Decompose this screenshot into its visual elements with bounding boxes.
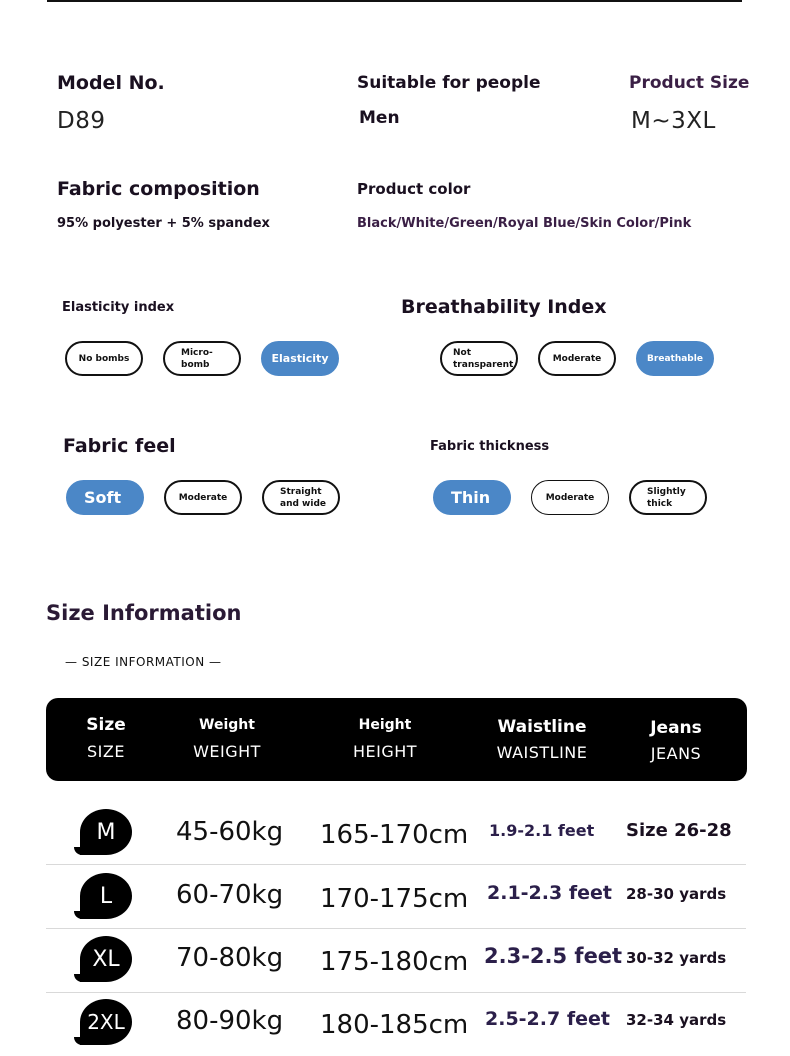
breathability-title: Breathability Index: [401, 296, 607, 318]
header-jeans-bottom: JEANS: [650, 744, 702, 763]
people-label: Suitable for people: [357, 73, 541, 93]
size-label: Product Size: [629, 73, 750, 93]
color-label: Product color: [357, 180, 471, 198]
jeans-cell: 32-34 yards: [626, 1011, 727, 1029]
height-cell: 180-185cm: [320, 1010, 469, 1040]
weight-cell: 45-60kg: [176, 817, 284, 847]
elasticity-option-elasticity: Elasticity: [261, 341, 339, 376]
jeans-cell: Size 26-28: [626, 820, 732, 841]
size-table-header: [46, 698, 747, 781]
header-size: [66, 715, 146, 761]
jeans-cell: 28-30 yards: [626, 885, 727, 903]
table-row: [46, 865, 746, 929]
thickness-option-moderate: Moderate: [531, 480, 609, 515]
size-badge: L: [80, 873, 132, 919]
thickness-title: Fabric thickness: [430, 439, 550, 454]
feel-option-soft: Soft: [66, 480, 144, 515]
model-value: D89: [57, 108, 106, 134]
fabric-value: 95% polyester + 5% spandex: [57, 216, 270, 231]
size-info-subtitle: — SIZE INFORMATION —: [65, 655, 222, 669]
elasticity-option-micro-bomb: Micro- bomb: [163, 341, 241, 376]
height-cell: 170-175cm: [320, 884, 469, 914]
size-value: M~3XL: [631, 108, 716, 134]
header-size-bottom: SIZE: [87, 742, 125, 761]
weight-cell: 80-90kg: [176, 1006, 284, 1036]
header-height: [340, 717, 430, 761]
waist-cell: 1.9-2.1 feet: [489, 821, 595, 840]
header-height-bottom: HEIGHT: [352, 742, 418, 761]
color-value: Black/White/Green/Royal Blue/Skin Color/Pink: [357, 216, 692, 231]
table-row: [46, 929, 746, 993]
table-row: [46, 801, 746, 865]
model-label: Model No.: [57, 72, 165, 94]
waist-cell: 2.1-2.3 feet: [487, 882, 612, 904]
thickness-option-thin: Thin: [433, 480, 511, 515]
header-jeans-top: Jeans: [650, 718, 702, 738]
weight-cell: 60-70kg: [176, 880, 284, 910]
feel-option-straight-wide: Straight and wide: [262, 480, 340, 515]
header-weight-top: Weight: [199, 717, 255, 733]
jeans-cell: 30-32 yards: [626, 949, 727, 967]
top-divider: [47, 0, 742, 2]
size-badge: XL: [80, 936, 132, 982]
feel-option-moderate: Moderate: [164, 480, 242, 515]
elasticity-option-no-bombs: No bombs: [65, 341, 143, 376]
header-waistline-bottom: WAISTLINE: [496, 743, 588, 762]
thickness-option-slightly-thick: Slightly thick: [629, 480, 707, 515]
people-value: Men: [359, 108, 400, 128]
size-info-title: Size Information: [46, 601, 242, 625]
height-cell: 175-180cm: [320, 947, 469, 977]
waist-cell: 2.3-2.5 feet: [484, 944, 623, 968]
size-badge: 2XL: [80, 999, 132, 1045]
table-row: [46, 993, 746, 1056]
fabric-label: Fabric composition: [57, 178, 260, 200]
height-cell: 165-170cm: [320, 820, 469, 850]
header-waistline-top: Waistline: [497, 717, 587, 737]
waist-cell: 2.5-2.7 feet: [485, 1008, 610, 1030]
elasticity-title: Elasticity index: [62, 300, 175, 315]
size-badge: M: [80, 809, 132, 855]
header-jeans: [626, 718, 726, 763]
header-height-top: Height: [358, 717, 412, 733]
header-weight: [182, 717, 272, 761]
feel-title: Fabric feel: [63, 435, 176, 457]
breathability-option-not-transparent: Not transparent: [440, 341, 518, 376]
breathability-option-breathable: Breathable: [636, 341, 714, 376]
weight-cell: 70-80kg: [176, 943, 284, 973]
header-waistline: [492, 717, 592, 762]
breathability-option-moderate: Moderate: [538, 341, 616, 376]
header-size-top: Size: [86, 715, 126, 735]
header-weight-bottom: WEIGHT: [193, 742, 261, 761]
